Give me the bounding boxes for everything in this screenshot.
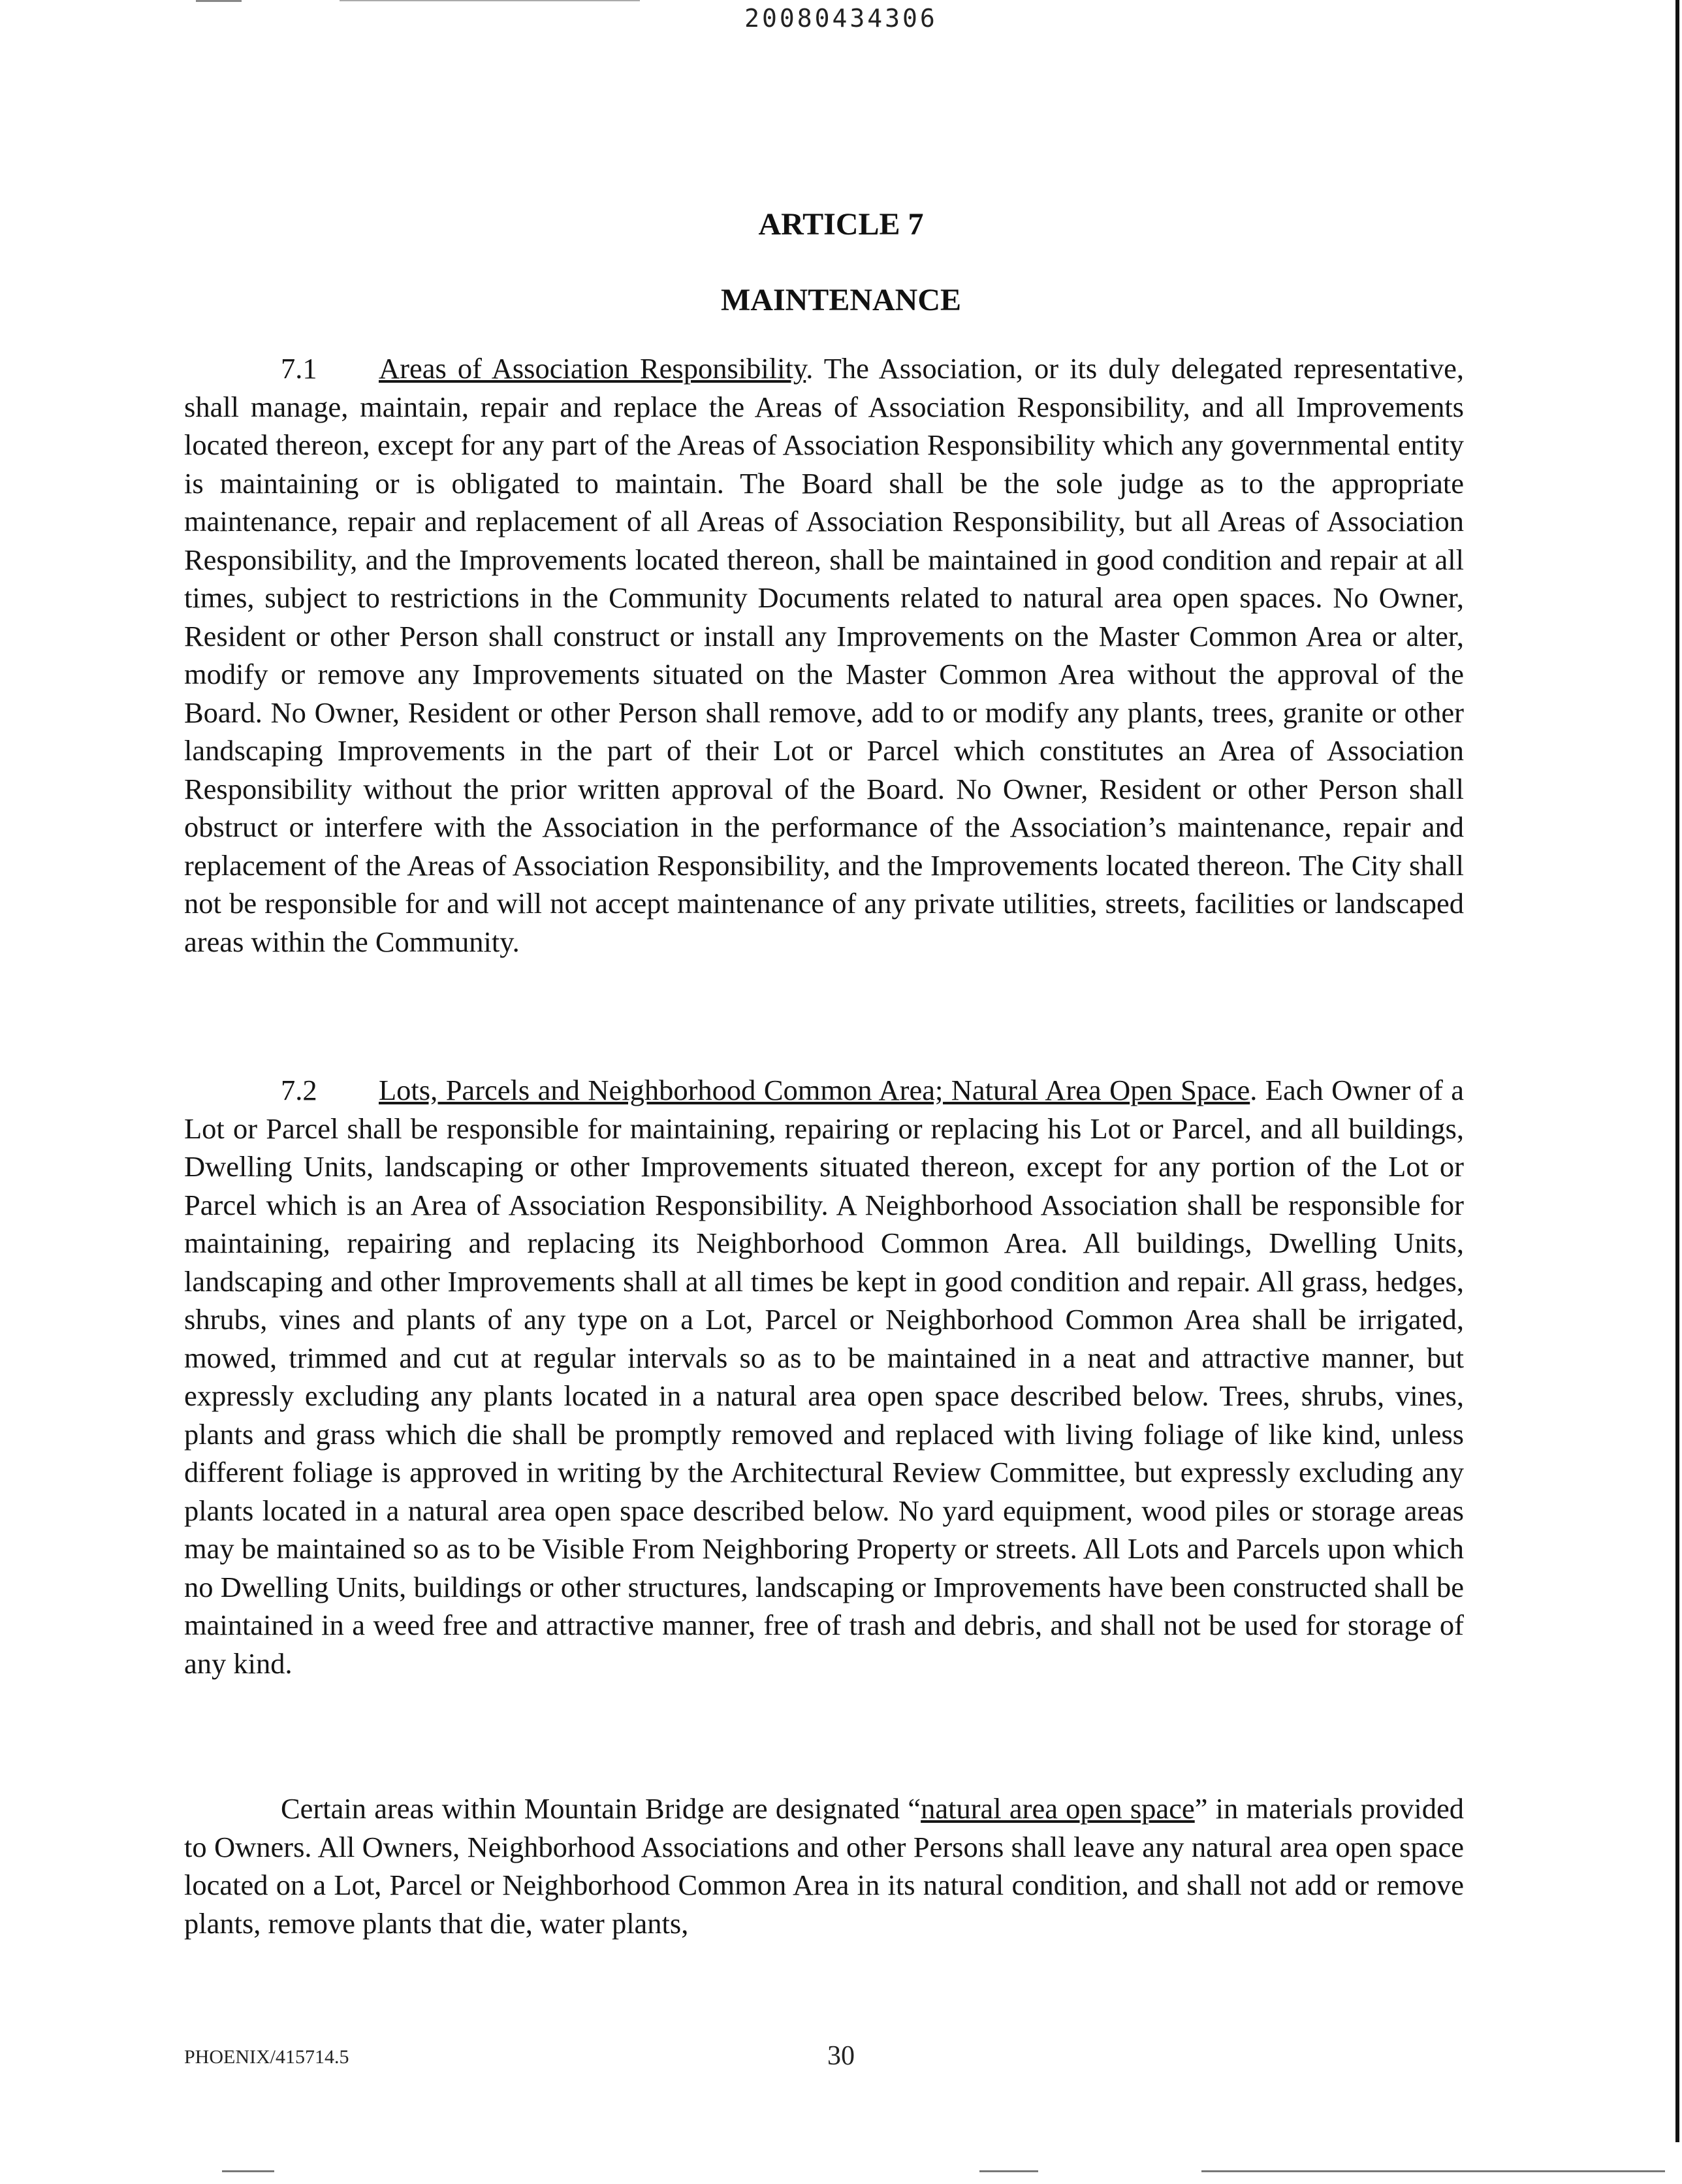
- paragraph-text: ” in materials provided to Owners. All Owners, Neighborhood Associations and other Persons shall leave any natural area open space located on a Lot, Parcel or Neighborhood Common Area in its natural condition, and shall not add or remove plants, remove plants that die, water plants,: [184, 1792, 1464, 1940]
- document-number: 20080434306: [744, 4, 938, 33]
- section-body: . The Association, or its duly delegated representative, shall manage, maintain, repair and replace the Areas of Association Responsibility, and all Improvements located thereon, except for any part of the Areas of Association Responsibility which any governmental entity is maintaining or is obligated to maintain. The Board shall be the sole judge as to the appropriate maintenance, repair and replacement of all Areas of Association Responsibility, but all Areas of Association Responsibility, and the Improvements located thereon, shall be maintained in good condition and repair at all times, subject to restrictions in the Community Documents related to natural area open spaces. No Owner, Resident or other Person shall construct or install any Improvements on the Master Common Area or alter, modify or remove any Improvements situated on the Master Common Area without the approval of the Board. No Owner, Resident or other Person shall remove, add to or modify any plants, trees, granite or other landscaping Improvements in the part of their Lot or Parcel which constitutes an Area of Association Responsibility without the prior written approval of the Board. No Owner, Resident or other Person shall obstruct or interfere with the Association in the performance of the Association’s maintenance, repair and replacement of the Areas of Association Responsibility, and the Improvements located thereon. The City shall not be responsible for and will not accept maintenance of any private utilities, streets, facilities or landscaped areas within the Community.: [184, 352, 1464, 958]
- scan-artifact-line: [340, 0, 640, 1]
- page-number: 30: [827, 2041, 855, 2071]
- section-number: 7.2: [281, 1074, 317, 1106]
- scan-artifact-line: [1201, 2170, 1665, 2172]
- paragraph-text: Certain areas within Mountain Bridge are designated “: [281, 1792, 921, 1825]
- natural-area-paragraph: [184, 1790, 1464, 1942]
- section-number: 7.1: [281, 352, 317, 385]
- section-body: . Each Owner of a Lot or Parcel shall be responsible for maintaining, repairing or replacing his Lot or Parcel, and all buildings, Dwelling Units, landscaping or other Improvements situated thereon, except for any portion of the Lot or Parcel which is an Area of Association Responsibility. A Neighborhood Association shall be responsible for maintaining, repairing and replacing its Neighborhood Common Area. All buildings, Dwelling Units, landscaping and other Improvements shall at all times be kept in good condition and repair. All grass, hedges, shrubs, vines and plants of any type on a Lot, Parcel or Neighborhood Common Area shall be irrigated, mowed, trimmed and cut at regular intervals so as to be maintained in a neat and attractive manner, but expressly excluding any plants located in a natural area open space described below. Trees, shrubs, vines, plants and grass which die shall be promptly removed and replaced with living foliage of like kind, unless different foliage is approved in writing by the Architectural Review Committee, but expressly excluding any plants located in a natural area open space described below. No yard equipment, wood piles or storage areas may be maintained so as to be Visible From Neighboring Property or streets. All Lots and Parcels upon which no Dwelling Units, buildings or other structures, landscaping or Improvements have been constructed shall be maintained in a weed free and attractive manner, free of trash and debris, and shall not be used for storage of any kind.: [184, 1074, 1464, 1680]
- scan-artifact-line: [222, 2170, 274, 2172]
- section-7-2-paragraph: [184, 1071, 1464, 1682]
- article-title: ARTICLE 7: [758, 207, 924, 242]
- scan-artifact-line: [196, 0, 242, 2]
- scan-artifact-line: [979, 2170, 1038, 2172]
- section-heading: Areas of Association Responsibility: [379, 352, 806, 385]
- footer-reference: PHOENIX/415714.5: [184, 2046, 349, 2068]
- page-edge: [1675, 0, 1679, 2142]
- article-subtitle: MAINTENANCE: [720, 283, 961, 317]
- section-heading: Lots, Parcels and Neighborhood Common Area; Natural Area Open Space: [379, 1074, 1250, 1106]
- section-7-1-paragraph: [184, 349, 1464, 961]
- defined-term: natural area open space: [921, 1792, 1195, 1825]
